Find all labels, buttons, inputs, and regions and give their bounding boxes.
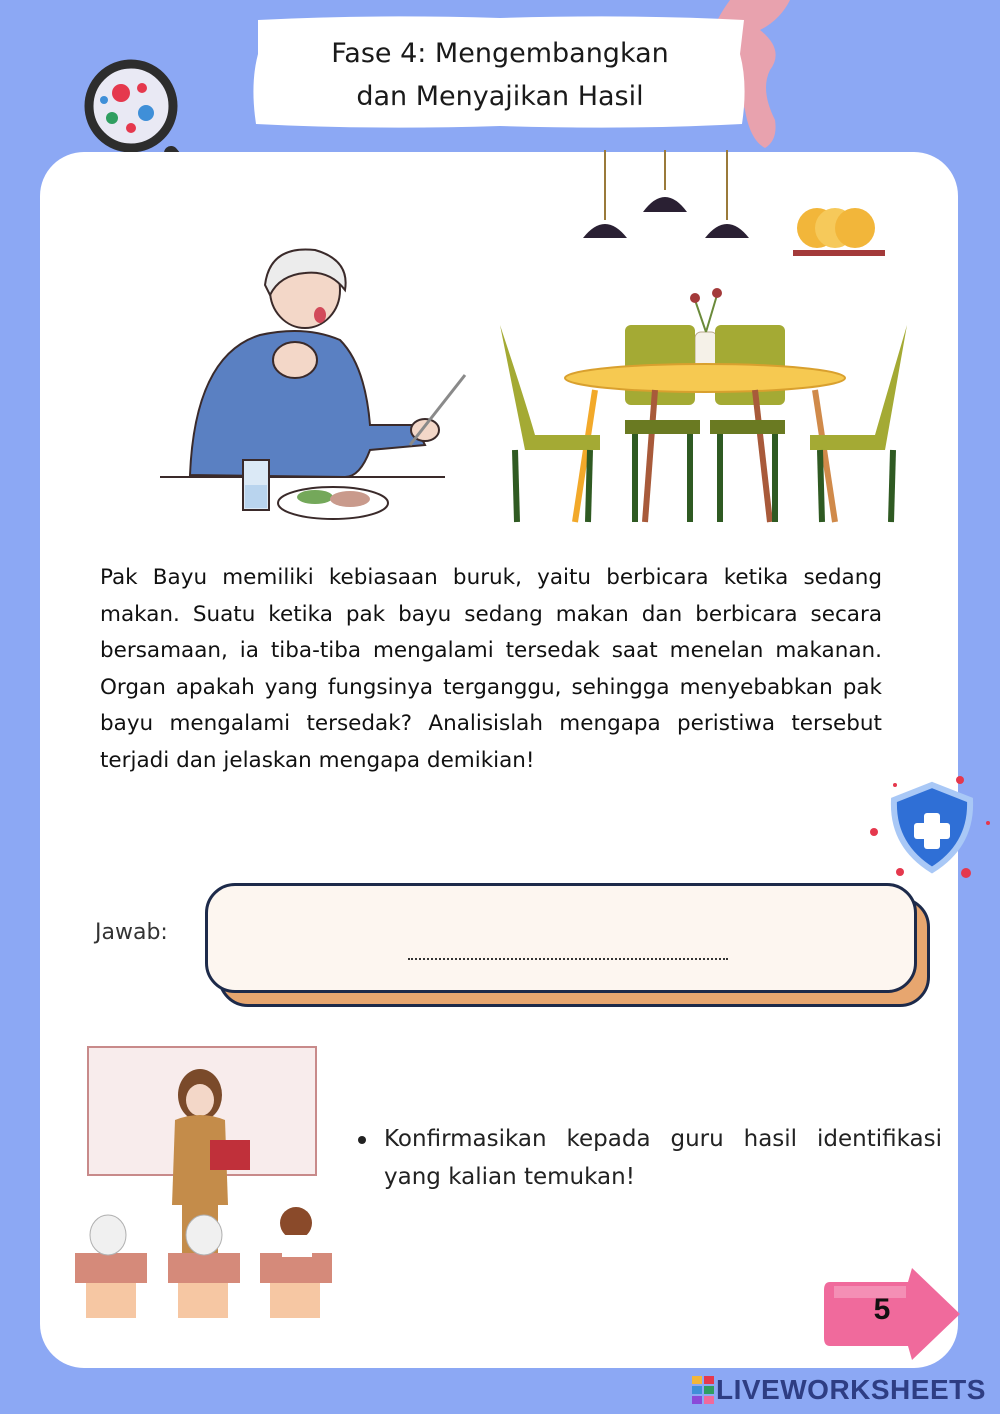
dining-room-illustration [495, 150, 915, 525]
title-line-2: dan Menyajikan Hasil [356, 81, 644, 112]
answer-input[interactable] [405, 935, 730, 965]
brand-text: LIVEWORKSHEETS [716, 1374, 986, 1405]
classroom-illustration [70, 1045, 340, 1320]
page-number: 5 [873, 1293, 891, 1326]
question-text: Pak Bayu memiliki kebiasaan buruk, yaitu berbicara ketika sedang makan. Suatu ketika pak bayu sedang makan dan berbicara secara bersamaan, ia tiba-tiba mengalami tersedak saat menelan makanan. Organ apakah yang fungsinya terganggu, sehingga menyebabkan pak bayu mengalami tersedak? Analisislah mengapa peristiwa tersebut terjadi dan jelaskan mengapa demikian! [100, 565, 882, 773]
answer-label: Jawab: [95, 920, 168, 945]
shield-plus-icon [860, 765, 1000, 885]
liveworksheets-logo-icon [692, 1376, 714, 1404]
page-title [250, 32, 750, 118]
title-line-1: Fase 4: Mengembangkan [331, 38, 669, 69]
answer-dotted-line [408, 958, 728, 960]
instruction-text: Konfirmasikan kepada guru hasil identifikasi yang kalian temukan! [384, 1126, 942, 1190]
man-choking-illustration [155, 245, 475, 530]
